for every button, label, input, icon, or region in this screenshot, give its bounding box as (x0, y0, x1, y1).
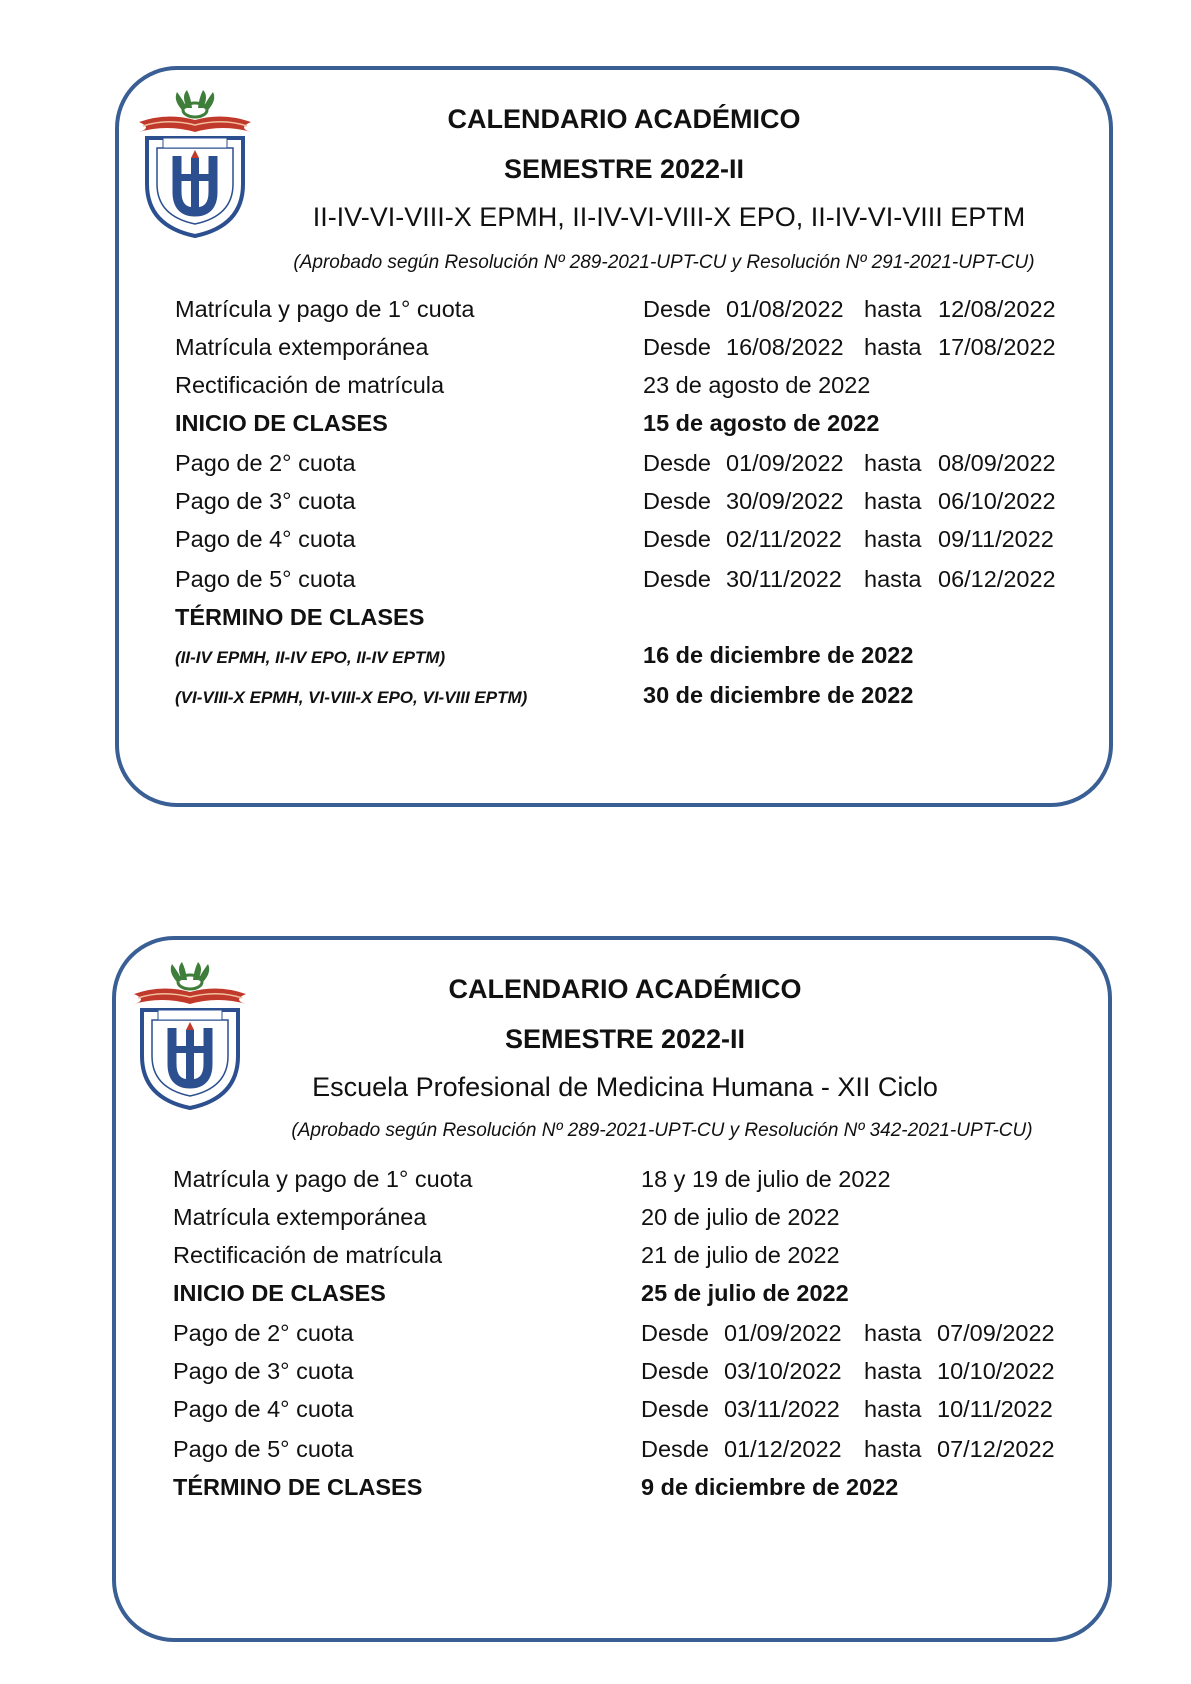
date-to: 10/11/2022 (937, 1396, 1053, 1422)
row-value: 16 de diciembre de 2022 (643, 642, 914, 668)
date-to: 08/09/2022 (938, 450, 1056, 476)
desde-word: Desde (641, 1436, 709, 1462)
date-from: 03/11/2022 (724, 1396, 840, 1422)
schedule-row-payment-3 (119, 488, 1109, 522)
row-value: 21 de julio de 2022 (641, 1242, 840, 1268)
desde-word: Desde (641, 1358, 709, 1384)
calendar-title: CALENDARIO ACADÉMICO (447, 104, 801, 134)
row-label: Pago de 5° cuota (173, 1436, 354, 1462)
schedule-row-payment-4 (116, 1396, 1108, 1430)
row-value: 30 de diciembre de 2022 (643, 682, 914, 708)
date-to: 06/10/2022 (938, 488, 1056, 514)
semester-title: SEMESTRE 2022-II (503, 154, 745, 184)
desde-word: Desde (641, 1320, 709, 1346)
row-label: Pago de 3° cuota (175, 488, 356, 514)
schedule-row-payment-5 (119, 566, 1109, 600)
date-from: 03/10/2022 (724, 1358, 842, 1384)
schedule-row-class-end (116, 1474, 1108, 1508)
schedule-row-payment-2 (116, 1320, 1108, 1354)
desde-word: Desde (643, 296, 711, 322)
schedule-row-rectification (116, 1242, 1108, 1276)
schedule-row-enrollment (116, 1166, 1108, 1200)
calendar-card-general (115, 66, 1113, 807)
date-from: 01/12/2022 (724, 1436, 842, 1462)
date-from: 30/09/2022 (726, 488, 844, 514)
calendar-card-medicine-xii (112, 936, 1112, 1642)
schedule-row-rectification (119, 372, 1109, 406)
date-to: 09/11/2022 (938, 526, 1054, 552)
row-value: 9 de diciembre de 2022 (641, 1474, 899, 1500)
schedule-row-end-upper-cycles (119, 682, 1109, 716)
schedule-row-late-enrollment (116, 1204, 1108, 1238)
row-label: TÉRMINO DE CLASES (175, 604, 425, 630)
date-to: 06/12/2022 (938, 566, 1056, 592)
date-from: 02/11/2022 (726, 526, 842, 552)
semester-title: SEMESTRE 2022-II (504, 1024, 746, 1054)
row-label: Matrícula y pago de 1° cuota (173, 1166, 473, 1192)
calendar-title: CALENDARIO ACADÉMICO (448, 974, 802, 1004)
hasta-word: hasta (864, 566, 922, 592)
row-label: Matrícula extemporánea (175, 334, 429, 360)
hasta-word: hasta (864, 296, 922, 322)
row-label: (VI-VIII-X EPMH, VI-VIII-X EPO, VI-VIII EPTM) (175, 688, 528, 707)
hasta-word: hasta (864, 1396, 922, 1422)
row-label: Pago de 4° cuota (173, 1396, 354, 1422)
programs-subtitle: II-IV-VI-VIII-X EPMH, II-IV-VI-VIII-X EPO, II-IV-VI-VIII EPTM (312, 202, 1026, 232)
row-label: Pago de 3° cuota (173, 1358, 354, 1384)
resolution-note: (Aprobado según Resolución Nº 289-2021-UPT-CU y Resolución Nº 342-2021-UPT-CU) (291, 1120, 1033, 1141)
date-from: 30/11/2022 (726, 566, 842, 592)
schedule-row-payment-5 (116, 1436, 1108, 1470)
row-label: INICIO DE CLASES (173, 1280, 386, 1306)
date-from: 01/09/2022 (724, 1320, 842, 1346)
hasta-word: hasta (864, 1320, 922, 1346)
date-to: 12/08/2022 (938, 296, 1056, 322)
date-from: 01/08/2022 (726, 296, 844, 322)
program-subtitle: Escuela Profesional de Medicina Humana - XII Ciclo (312, 1072, 938, 1102)
row-label: Pago de 4° cuota (175, 526, 356, 552)
row-value: 15 de agosto de 2022 (643, 410, 880, 436)
date-from: 01/09/2022 (726, 450, 844, 476)
row-label: Pago de 5° cuota (175, 566, 356, 592)
date-from: 16/08/2022 (726, 334, 844, 360)
hasta-word: hasta (864, 1436, 922, 1462)
row-label: Rectificación de matrícula (173, 1242, 443, 1268)
resolution-note: (Aprobado según Resolución Nº 289-2021-UPT-CU y Resolución Nº 291-2021-UPT-CU) (293, 252, 1035, 273)
desde-word: Desde (643, 526, 711, 552)
date-to: 07/12/2022 (937, 1436, 1055, 1462)
schedule-row-enrollment (119, 296, 1109, 330)
schedule-row-class-start (119, 410, 1109, 444)
row-value: 18 y 19 de julio de 2022 (641, 1166, 891, 1192)
schedule-row-class-start (116, 1280, 1108, 1314)
row-label: INICIO DE CLASES (175, 410, 388, 436)
schedule-row-late-enrollment (119, 334, 1109, 368)
desde-word: Desde (643, 566, 711, 592)
schedule-row-payment-2 (119, 450, 1109, 484)
hasta-word: hasta (864, 488, 922, 514)
date-to: 17/08/2022 (938, 334, 1056, 360)
desde-word: Desde (643, 334, 711, 360)
hasta-word: hasta (864, 526, 922, 552)
schedule-row-payment-3 (116, 1358, 1108, 1392)
schedule-row-end-lower-cycles (119, 642, 1109, 676)
schedule-row-class-end (119, 604, 1109, 638)
schedule-row-payment-4 (119, 526, 1109, 560)
row-label: Pago de 2° cuota (173, 1320, 354, 1346)
hasta-word: hasta (864, 450, 922, 476)
hasta-word: hasta (864, 334, 922, 360)
row-label: (II-IV EPMH, II-IV EPO, II-IV EPTM) (175, 648, 446, 667)
row-label: Matrícula y pago de 1° cuota (175, 296, 475, 322)
desde-word: Desde (643, 488, 711, 514)
row-label: TÉRMINO DE CLASES (173, 1474, 423, 1500)
row-label: Pago de 2° cuota (175, 450, 356, 476)
date-to: 10/10/2022 (937, 1358, 1055, 1384)
date-to: 07/09/2022 (937, 1320, 1055, 1346)
hasta-word: hasta (864, 1358, 922, 1384)
row-label: Rectificación de matrícula (175, 372, 445, 398)
desde-word: Desde (641, 1396, 709, 1422)
row-value: 23 de agosto de 2022 (643, 372, 871, 398)
row-value: 25 de julio de 2022 (641, 1280, 849, 1306)
desde-word: Desde (643, 450, 711, 476)
row-value: 20 de julio de 2022 (641, 1204, 840, 1230)
row-label: Matrícula extemporánea (173, 1204, 427, 1230)
